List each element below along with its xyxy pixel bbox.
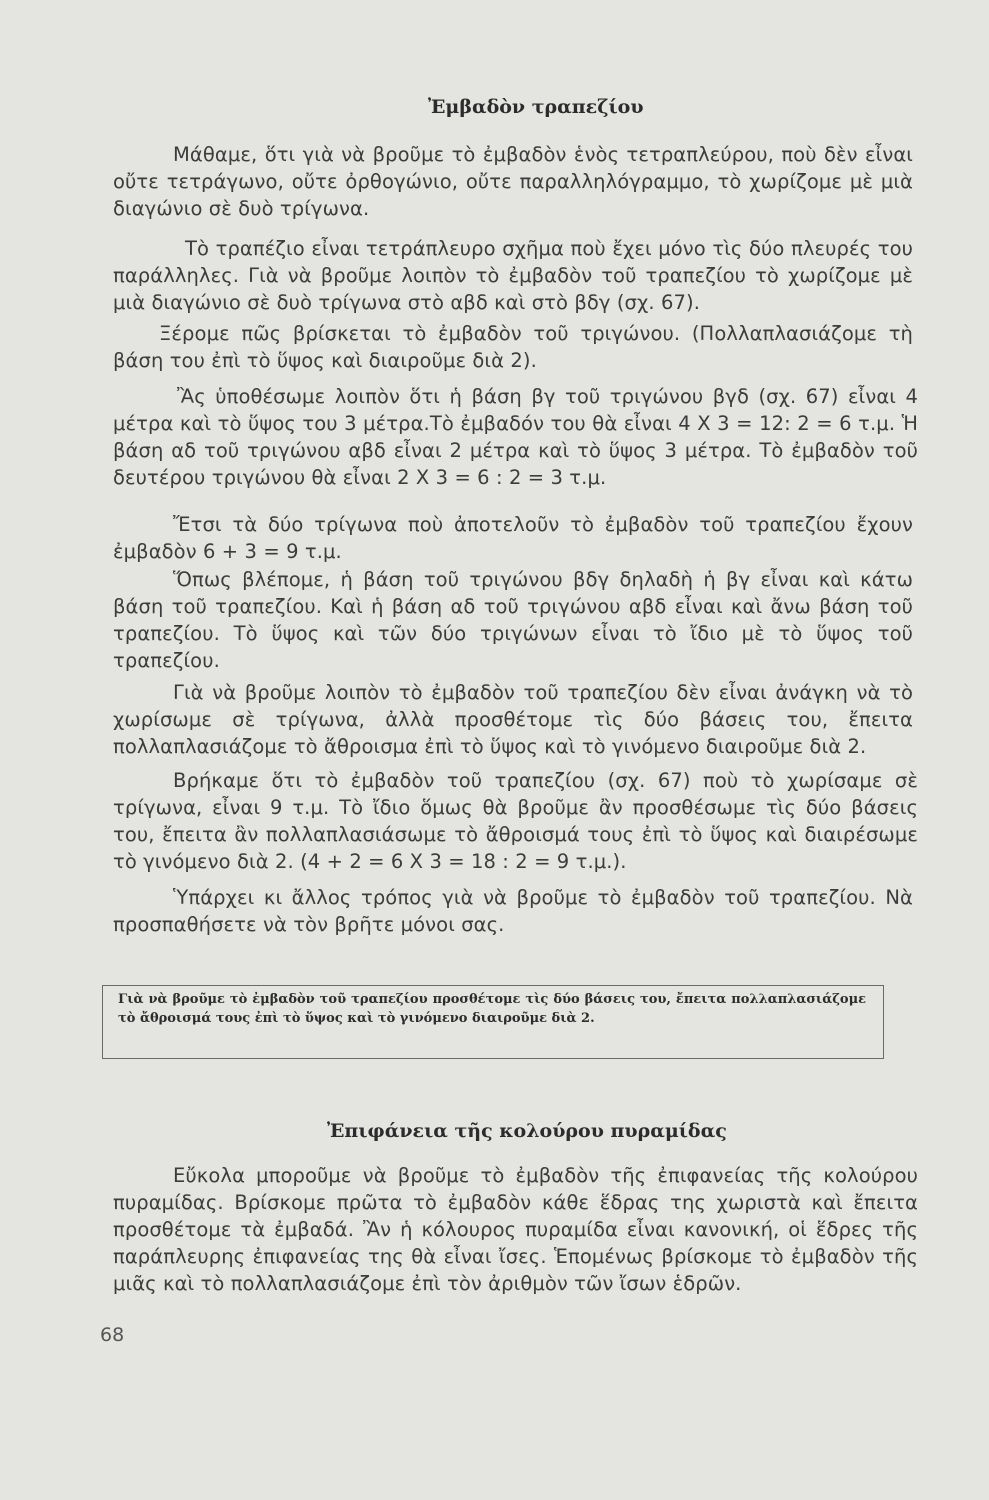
rule-box: [102, 985, 884, 1059]
paragraph-1: Μάθαμε, ὅτι γιὰ νὰ βροῦμε τὸ ἐμβαδὸν ἑνὸς τετραπλεύρου, ποὺ δὲν εἶναι οὔτε τετράγωνο, οὔτε ὀρθογώνιο, οὔτε παραλληλόγραμμο, τὸ χωρίζομε μὲ μιὰ διαγώνιο σὲ δυὸ τρίγωνα.: [113, 143, 913, 220]
paragraph-8: Βρήκαμε ὅτι τὸ ἐμβαδὸν τοῦ τραπεζίου (σχ. 67) ποὺ τὸ χωρίσαμε σὲ τρίγωνα, εἶναι 9 τ.μ. Τὸ ἴδιο ὅμως θὰ βροῦμε ἂν προσθέσωμε τὶς δύο βάσεις του, ἔπειτα ἂν πολλαπλασιάσωμε τὸ ἄθροισμά τους ἐπὶ τὸ ὕψος καὶ διαιρέσωμε τὸ γινόμενο διὰ 2. (4 + 2 = 6 X 3 = 18 : 2 = 9 τ.μ.).: [113, 769, 918, 873]
paragraph-10: Εὔκολα μποροῦμε νὰ βροῦμε τὸ ἐμβαδὸν τῆς ἐπιφανείας τῆς κολούρου πυραμίδας. Βρίσκομε πρῶτα τὸ ἐμβαδὸν κάθε ἕδρας της χωριστὰ καὶ ἔπειτα προσθέτομε τὰ ἐμβαδά. Ἂν ἡ κόλουρος πυραμίδα εἶναι κανονική, οἱ ἕδρες τῆς παράπλευρης ἐπιφανείας της θὰ εἶναι ἴσες. Ἑπομένως βρίσκομε τὸ ἐμβαδὸν τῆς μιᾶς καὶ τὸ πολλαπλασιάζομε ἐπὶ τὸν ἀριθμὸν τῶν ἴσων ἑδρῶν.: [113, 1164, 918, 1295]
paragraph-9: Ὑπάρχει κι ἄλλος τρόπος γιὰ νὰ βροῦμε τὸ ἐμβαδὸν τοῦ τραπεζίου. Νὰ προσπαθήσετε νὰ τὸν βρῆτε μόνοι σας.: [113, 886, 913, 936]
paragraph-5: Ἔτσι τὰ δύο τρίγωνα ποὺ ἀποτελοῦν τὸ ἐμβαδὸν τοῦ τραπεζίου ἔχουν ἐμβαδὸν 6 + 3 = 9 τ.μ.: [113, 513, 913, 563]
paragraph-3: Ξέρομε πῶς βρίσκεται τὸ ἐμβαδὸν τοῦ τριγώνου. (Πολλαπλασιάζομε τὴ βάση του ἐπὶ τὸ ὕψος καὶ διαιροῦμε διὰ 2).: [113, 322, 913, 372]
section-title-trapezoid-area: Ἐμβαδὸν τραπεζίου: [428, 96, 644, 118]
paragraph-6: Ὅπως βλέπομε, ἡ βάση τοῦ τριγώνου βδγ δηλαδὴ ἡ βγ εἶναι καὶ κάτω βάση τοῦ τραπεζίου. Καὶ ἡ βάση αδ τοῦ τριγώνου αβδ εἶναι καὶ ἄνω βάση τοῦ τραπεζίου. Τὸ ὕψος καὶ τῶν δύο τριγώνων εἶναι τὸ ἴδιο μὲ τὸ ὕψος τοῦ τραπεζίου.: [113, 568, 913, 672]
paragraph-2: Τὸ τραπέζιο εἶναι τετράπλευρο σχῆμα ποὺ ἔχει μόνο τὶς δύο πλευρές του παράλληλες. Γιὰ νὰ βροῦμε λοιπὸν τὸ ἐμβαδὸν τοῦ τραπεζίου τὸ χωρίζομε μὲ μιὰ διαγώνιο σὲ δυὸ τρίγωνα στὸ αβδ καὶ στὸ βδγ (σχ. 67).: [113, 237, 913, 314]
page-number: 68: [100, 1324, 125, 1346]
paragraph-7: Γιὰ νὰ βροῦμε λοιπὸν τὸ ἐμβαδὸν τοῦ τραπεζίου δὲν εἶναι ἀνάγκη νὰ τὸ χωρίσωμε σὲ τρίγωνα, ἀλλὰ προσθέτομε τὶς δύο βάσεις του, ἔπειτα πολλαπλασιάζομε τὸ ἄθροισμα ἐπὶ τὸ ὕψος καὶ τὸ γινόμενο διαιροῦμε διὰ 2.: [113, 681, 913, 758]
paragraph-4: Ἂς ὑποθέσωμε λοιπὸν ὅτι ἡ βάση βγ τοῦ τριγώνου βγδ (σχ. 67) εἶναι 4 μέτρα καὶ τὸ ὕψος του 3 μέτρα.Τὸ ἐμβαδόν του θὰ εἶναι 4 X 3 = 12: 2 = 6 τ.μ. Ἡ βάση αδ τοῦ τριγώνου αβδ εἶναι 2 μέτρα καὶ τὸ ὕψος 3 μέτρα. Τὸ ἐμβαδὸν τοῦ δευτέρου τριγώνου θὰ εἶναι 2 X 3 = 6 : 2 = 3 τ.μ.: [113, 385, 918, 489]
rule-box-text: Γιὰ νὰ βροῦμε τὸ ἐμβαδὸν τοῦ τραπεζίου προσθέτομε τὶς δύο βάσεις του, ἔπειτα πολλαπλασιάζομε τὸ ἄθροισμά τους ἐπὶ τὸ ὕψος καὶ τὸ γινόμενο διαιροῦμε διὰ 2.: [118, 992, 866, 1026]
section-title-frustum-surface: Ἐπιφάνεια τῆς κολούρου πυραμίδας: [327, 1120, 727, 1142]
